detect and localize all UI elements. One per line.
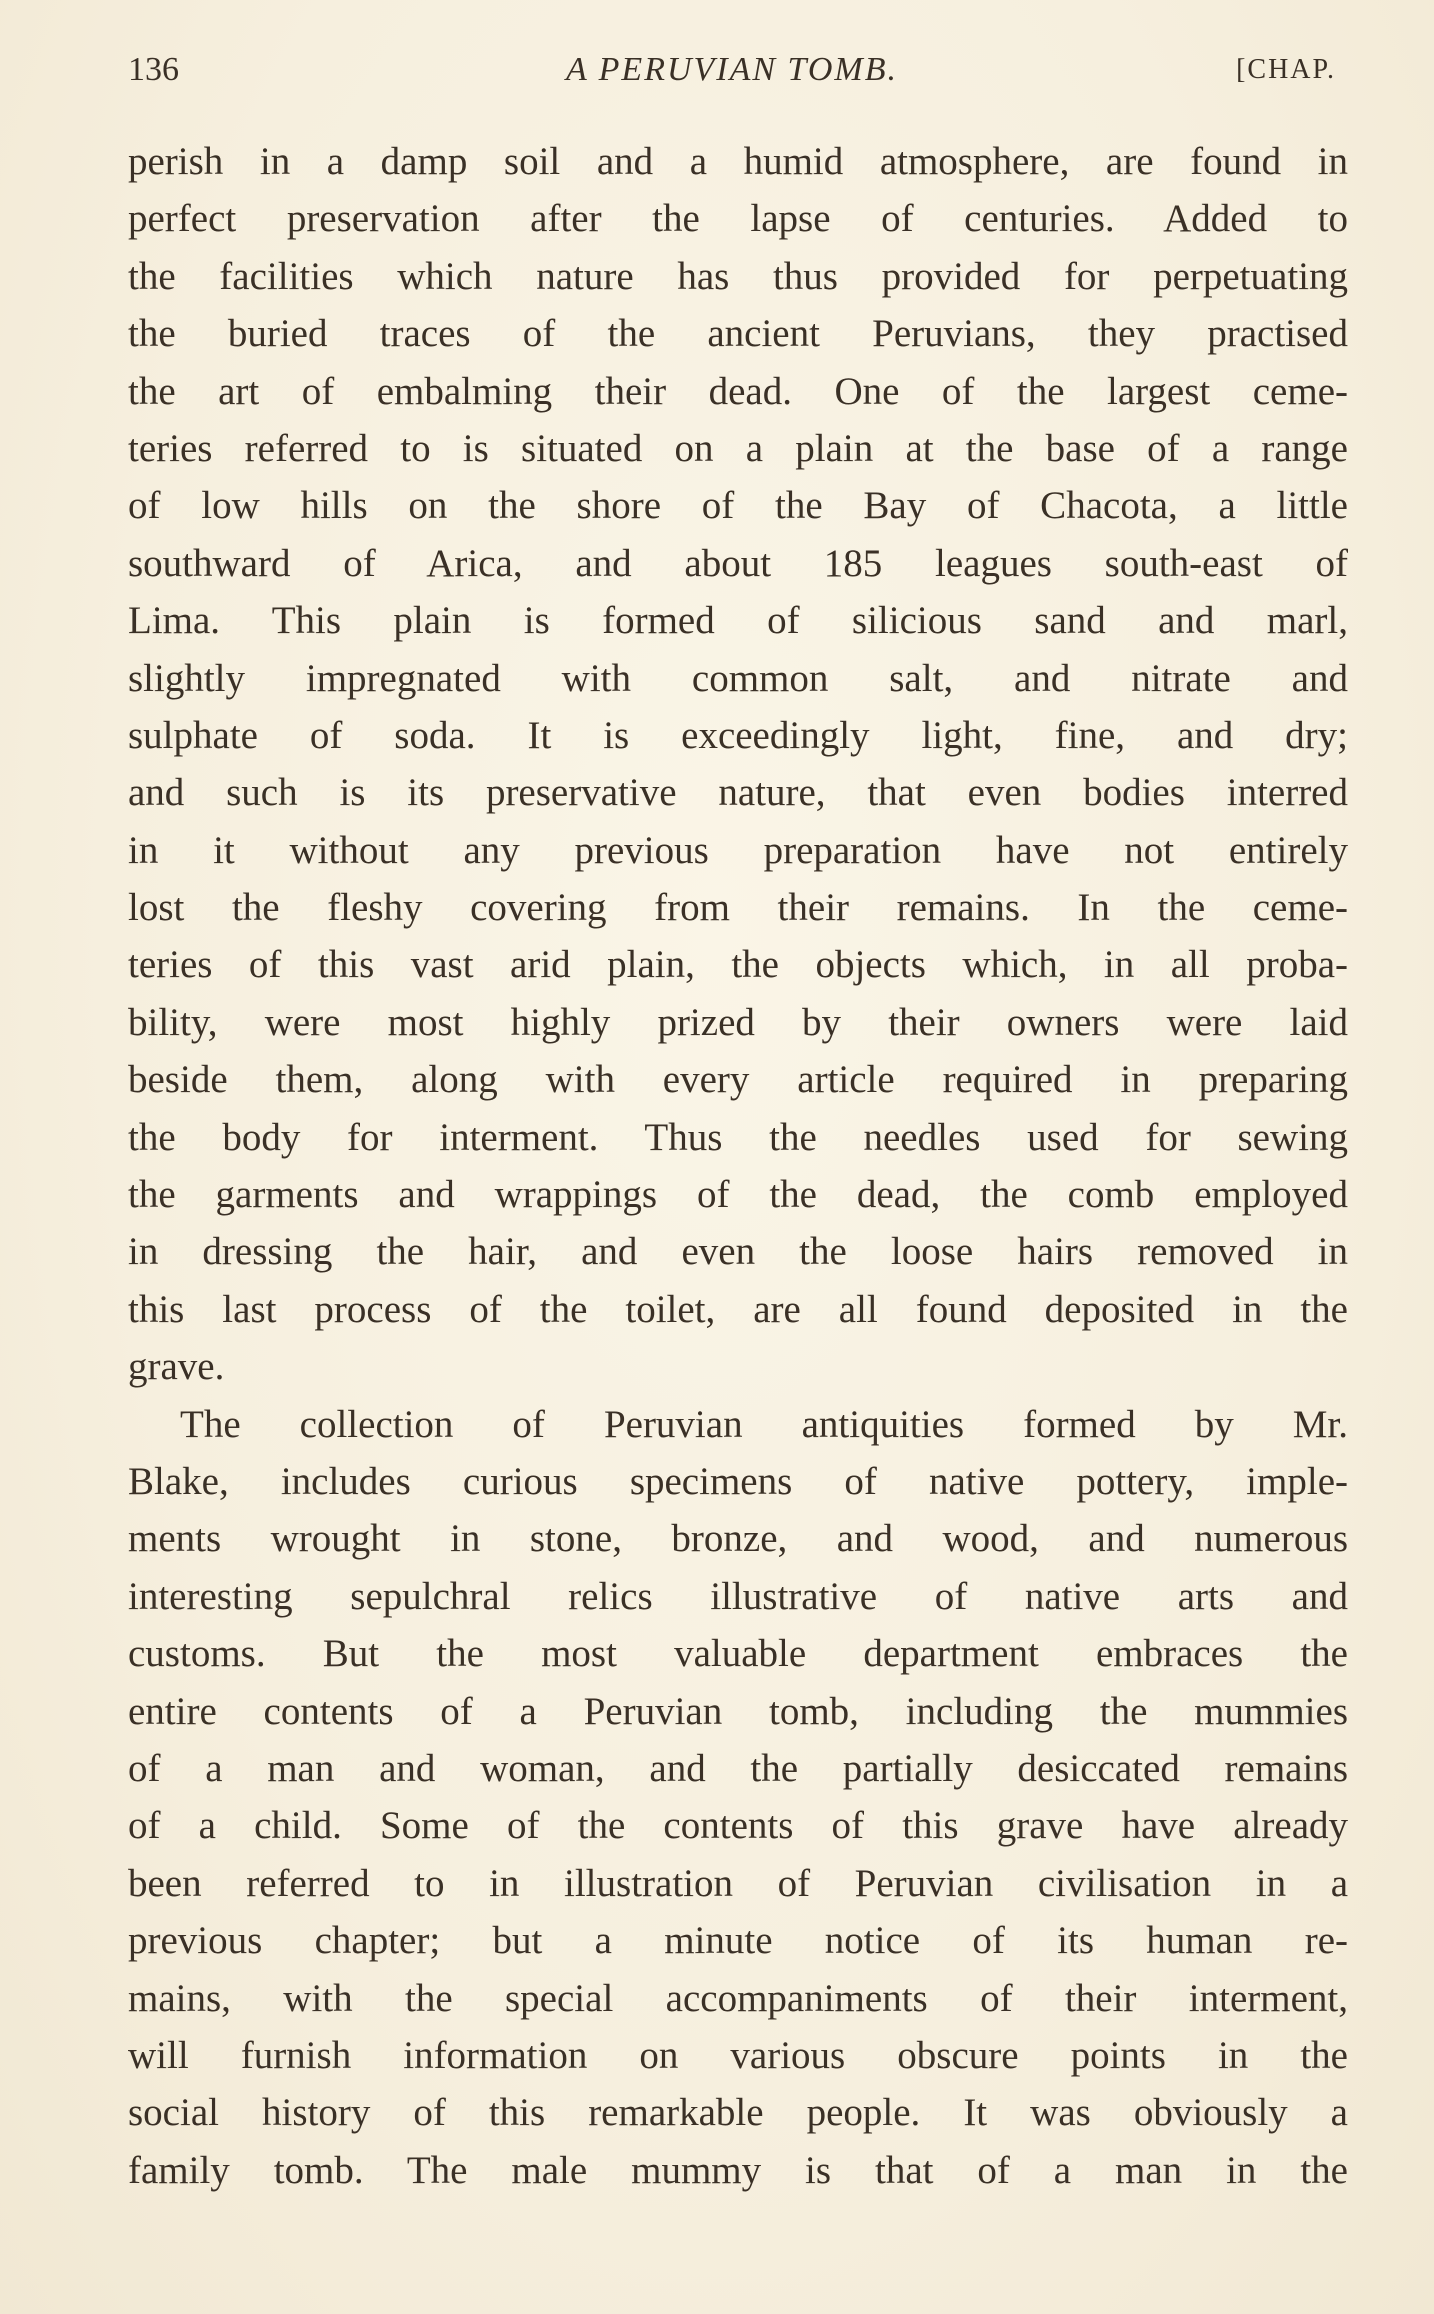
text-line: lost the fleshy covering from their remains. In the ceme-	[128, 886, 1348, 930]
text-line: perish in a damp soil and a humid atmosphere, are found in	[128, 140, 1348, 183]
text-line: the buried traces of the ancient Peruvians, they practised	[128, 312, 1348, 356]
text-line: mains, with the special accompaniments of their interment,	[128, 1976, 1348, 2020]
body-text	[128, 133, 1348, 2199]
text-line: will furnish information on various obscure points in the	[128, 2033, 1348, 2077]
text-line: entire contents of a Peruvian tomb, including the mummies	[128, 1689, 1348, 1733]
text-line: family tomb. The male mummy is that of a man in the	[128, 2148, 1348, 2192]
text-line: teries referred to is situated on a plain at the base of a range	[128, 426, 1348, 470]
text-line: The collection of Peruvian antiquities formed by Mr.	[180, 1402, 1348, 1446]
text-line: of low hills on the shore of the Bay of Chacota, a little	[128, 484, 1348, 528]
text-line: beside them, along with every article required in preparing	[128, 1058, 1348, 1102]
text-line: perfect preservation after the lapse of centuries. Added to	[128, 197, 1348, 241]
text-line: sulphate of soda. It is exceedingly light, fine, and dry;	[128, 713, 1348, 757]
text-line: in dressing the hair, and even the loose hairs removed in	[128, 1230, 1348, 1274]
text-line: been referred to in illustration of Peruvian civilisation in a	[128, 1861, 1348, 1905]
text-line: the art of embalming their dead. One of the largest ceme-	[128, 369, 1348, 413]
paragraph-1	[128, 133, 1348, 1396]
text-line: teries of this vast arid plain, the objects which, in all proba-	[128, 943, 1348, 987]
text-line: interesting sepulchral relics illustrative of native arts and	[128, 1574, 1348, 1618]
text-line: the garments and wrappings of the dead, the comb employed	[128, 1173, 1348, 1217]
text-line: and such is its preservative nature, that even bodies interred	[128, 771, 1348, 815]
text-line: Lima. This plain is formed of silicious sand and marl,	[128, 599, 1348, 643]
page-header	[128, 44, 1336, 96]
text-line: customs. But the most valuable department embraces the	[128, 1632, 1348, 1676]
text-line: Blake, includes curious specimens of native pottery, imple-	[128, 1459, 1348, 1503]
text-line: this last process of the toilet, are all found deposited in the	[128, 1287, 1348, 1331]
text-line: bility, were most highly prized by their owners were laid	[128, 1000, 1348, 1044]
text-line: grave.	[128, 1345, 225, 1389]
page-number: 136	[128, 51, 179, 88]
text-line: the facilities which nature has thus provided for perpetuating	[128, 254, 1348, 298]
text-line: social history of this remarkable people. It was obviously a	[128, 2091, 1348, 2135]
text-line: in it without any previous preparation have not entirely	[128, 828, 1348, 872]
text-line: ments wrought in stone, bronze, and wood, and numerous	[128, 1517, 1348, 1561]
text-line: slightly impregnated with common salt, and nitrate and	[128, 656, 1348, 700]
text-line: the body for interment. Thus the needles used for sewing	[128, 1115, 1348, 1159]
text-line: previous chapter; but a minute notice of its human re-	[128, 1919, 1348, 1963]
text-line: southward of Arica, and about 185 leagues south-east of	[128, 541, 1348, 585]
chapter-label: [CHAP.	[1236, 54, 1336, 85]
text-line: of a child. Some of the contents of this grave have already	[128, 1804, 1348, 1848]
paragraph-2	[128, 1396, 1348, 2199]
running-title: A PERUVIAN TOMB.	[566, 51, 898, 88]
text-line: of a man and woman, and the partially desiccated remains	[128, 1746, 1348, 1790]
